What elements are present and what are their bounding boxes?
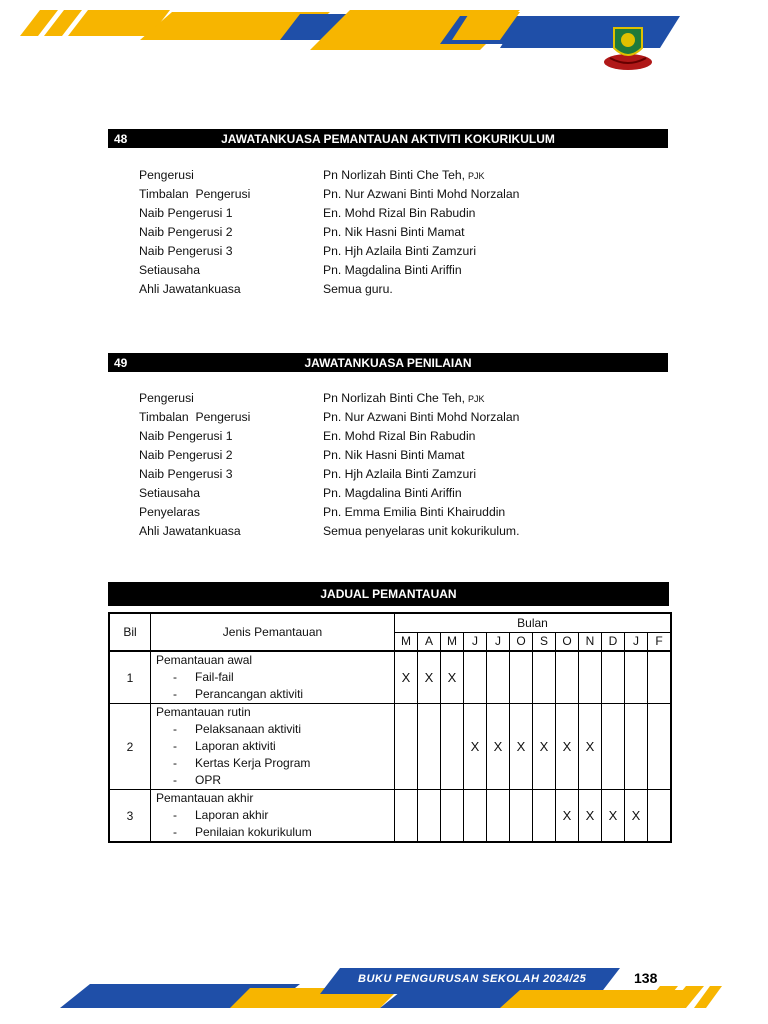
month: S bbox=[533, 632, 556, 651]
section-number: 48 bbox=[114, 132, 128, 146]
month: N bbox=[579, 632, 602, 651]
title-suffix: PJK bbox=[468, 394, 485, 404]
monitoring-title: Pemantauan awal bbox=[156, 653, 253, 667]
month-mark bbox=[464, 790, 487, 843]
role: Timbalan Pengerusi bbox=[139, 410, 251, 424]
role: Naib Pengerusi 1 bbox=[139, 429, 233, 443]
month-mark: X bbox=[556, 790, 579, 843]
month-mark bbox=[602, 651, 625, 704]
member-name: Pn. Magdalina Binti Ariffin bbox=[323, 263, 462, 277]
role: Pengerusi bbox=[139, 168, 194, 182]
committee-row bbox=[139, 465, 659, 484]
month: A bbox=[418, 632, 441, 651]
member-name: En. Mohd Rizal Bin Rabudin bbox=[323, 429, 476, 443]
month-mark bbox=[510, 651, 533, 704]
member-name: Pn. Magdalina Binti Ariffin bbox=[323, 486, 462, 500]
month-mark bbox=[510, 790, 533, 843]
row-number: 2 bbox=[109, 704, 151, 790]
month: M bbox=[441, 632, 464, 651]
month-mark: X bbox=[464, 704, 487, 790]
role: Timbalan Pengerusi bbox=[139, 187, 251, 201]
role: Setiausaha bbox=[139, 263, 200, 277]
monitoring-type bbox=[151, 790, 395, 843]
month-mark: X bbox=[625, 790, 648, 843]
section-title: JAWATANKUASA PEMANTAUAN AKTIVITI KOKURIKULUM bbox=[221, 132, 555, 146]
role: Setiausaha bbox=[139, 486, 200, 500]
member-name: Pn. Hjh Azlaila Binti Zamzuri bbox=[323, 244, 477, 258]
col-bulan: Bulan bbox=[395, 613, 672, 632]
member-name: Pn. Nik Hasni Binti Mamat bbox=[323, 448, 465, 462]
month: J bbox=[625, 632, 648, 651]
month-mark bbox=[533, 790, 556, 843]
month-mark bbox=[487, 651, 510, 704]
month-mark bbox=[648, 704, 672, 790]
month-mark: X bbox=[510, 704, 533, 790]
month-mark bbox=[533, 651, 556, 704]
month-mark bbox=[441, 790, 464, 843]
committee-row bbox=[139, 503, 659, 522]
role: Ahli Jawatankuasa bbox=[139, 282, 241, 296]
row-number: 1 bbox=[109, 651, 151, 704]
list-item: - OPR bbox=[173, 773, 222, 787]
schedule-table bbox=[108, 612, 672, 843]
section-number: 49 bbox=[114, 356, 128, 370]
table-row bbox=[109, 790, 671, 843]
month: D bbox=[602, 632, 625, 651]
row-number: 3 bbox=[109, 790, 151, 843]
role: Naib Pengerusi 2 bbox=[139, 448, 233, 462]
committee-row bbox=[139, 185, 659, 204]
footer-title: BUKU PENGURUSAN SEKOLAH 2024/25 bbox=[358, 973, 587, 985]
page-number: 138 bbox=[634, 970, 658, 986]
committee-row bbox=[139, 389, 659, 408]
month-mark bbox=[648, 651, 672, 704]
month-mark: X bbox=[579, 790, 602, 843]
month-mark: X bbox=[533, 704, 556, 790]
month-mark bbox=[625, 651, 648, 704]
member-name: Pn. Nur Azwani Binti Mohd Norzalan bbox=[323, 410, 520, 424]
month-mark bbox=[395, 790, 418, 843]
month-mark bbox=[395, 704, 418, 790]
list-item: - Kertas Kerja Program bbox=[173, 756, 311, 770]
month-mark bbox=[648, 790, 672, 843]
role: Ahli Jawatankuasa bbox=[139, 524, 241, 538]
month: J bbox=[487, 632, 510, 651]
month-mark: X bbox=[395, 651, 418, 704]
monitoring-title: Pemantauan akhir bbox=[156, 791, 254, 805]
member-name: En. Mohd Rizal Bin Rabudin bbox=[323, 206, 476, 220]
committee-row bbox=[139, 242, 659, 261]
month: O bbox=[556, 632, 579, 651]
committee-row bbox=[139, 280, 659, 299]
month-mark bbox=[602, 704, 625, 790]
month-mark bbox=[579, 651, 602, 704]
committee-row bbox=[139, 166, 659, 185]
col-bil: Bil bbox=[109, 613, 151, 651]
committee-row bbox=[139, 427, 659, 446]
role: Naib Pengerusi 2 bbox=[139, 225, 233, 239]
role: Penyelaras bbox=[139, 505, 200, 519]
month-mark: X bbox=[579, 704, 602, 790]
member-name: Pn Norlizah Binti Che Teh, PJK bbox=[323, 391, 485, 405]
table-row bbox=[109, 651, 671, 704]
committee-row bbox=[139, 261, 659, 280]
title-suffix: PJK bbox=[468, 171, 485, 181]
member-name: Pn. Hjh Azlaila Binti Zamzuri bbox=[323, 467, 477, 481]
month-mark bbox=[441, 704, 464, 790]
schedule-title: JADUAL PEMANTAUAN bbox=[108, 582, 669, 606]
month-mark bbox=[487, 790, 510, 843]
monitoring-type bbox=[151, 651, 395, 704]
committee-list-48 bbox=[139, 166, 659, 299]
committee-row bbox=[139, 446, 659, 465]
month-mark bbox=[418, 704, 441, 790]
month-mark: X bbox=[487, 704, 510, 790]
school-crest-icon bbox=[600, 18, 656, 74]
list-item: - Perancangan aktiviti bbox=[173, 687, 304, 701]
role: Naib Pengerusi 3 bbox=[139, 467, 233, 481]
list-item: - Laporan aktiviti bbox=[173, 739, 276, 753]
month-mark bbox=[464, 651, 487, 704]
member-name: Pn. Emma Emilia Binti Khairuddin bbox=[323, 505, 506, 519]
month: M bbox=[395, 632, 418, 651]
month-mark: X bbox=[556, 704, 579, 790]
table-row bbox=[109, 704, 671, 790]
committee-row bbox=[139, 408, 659, 427]
month: F bbox=[648, 632, 672, 651]
monitoring-type bbox=[151, 704, 395, 790]
month-mark bbox=[625, 704, 648, 790]
month-mark: X bbox=[418, 651, 441, 704]
month-mark: X bbox=[441, 651, 464, 704]
month-mark bbox=[418, 790, 441, 843]
list-item: - Penilaian kokurikulum bbox=[173, 825, 312, 839]
list-item: - Pelaksanaan aktiviti bbox=[173, 722, 302, 736]
member-name: Pn. Nik Hasni Binti Mamat bbox=[323, 225, 465, 239]
committee-row bbox=[139, 522, 659, 541]
committee-row bbox=[139, 223, 659, 242]
list-item: - Fail-fail bbox=[173, 670, 234, 684]
member-name: Pn Norlizah Binti Che Teh, PJK bbox=[323, 168, 485, 182]
member-name: Semua guru. bbox=[323, 282, 393, 296]
member-name: Semua penyelaras unit kokurikulum. bbox=[323, 524, 520, 538]
committee-row bbox=[139, 484, 659, 503]
role: Pengerusi bbox=[139, 391, 194, 405]
month-mark bbox=[556, 651, 579, 704]
month: J bbox=[464, 632, 487, 651]
committee-list-49 bbox=[139, 389, 659, 541]
col-jenis: Jenis Pemantauan bbox=[151, 613, 395, 651]
role: Naib Pengerusi 3 bbox=[139, 244, 233, 258]
member-name: Pn. Nur Azwani Binti Mohd Norzalan bbox=[323, 187, 520, 201]
monitoring-title: Pemantauan rutin bbox=[156, 705, 251, 719]
section-title: JAWATANKUASA PENILAIAN bbox=[304, 356, 472, 370]
section-header-49 bbox=[108, 353, 668, 372]
list-item: - Laporan akhir bbox=[173, 808, 269, 822]
month-mark: X bbox=[602, 790, 625, 843]
committee-row bbox=[139, 204, 659, 223]
section-header-48 bbox=[108, 129, 668, 148]
month: O bbox=[510, 632, 533, 651]
role: Naib Pengerusi 1 bbox=[139, 206, 233, 220]
